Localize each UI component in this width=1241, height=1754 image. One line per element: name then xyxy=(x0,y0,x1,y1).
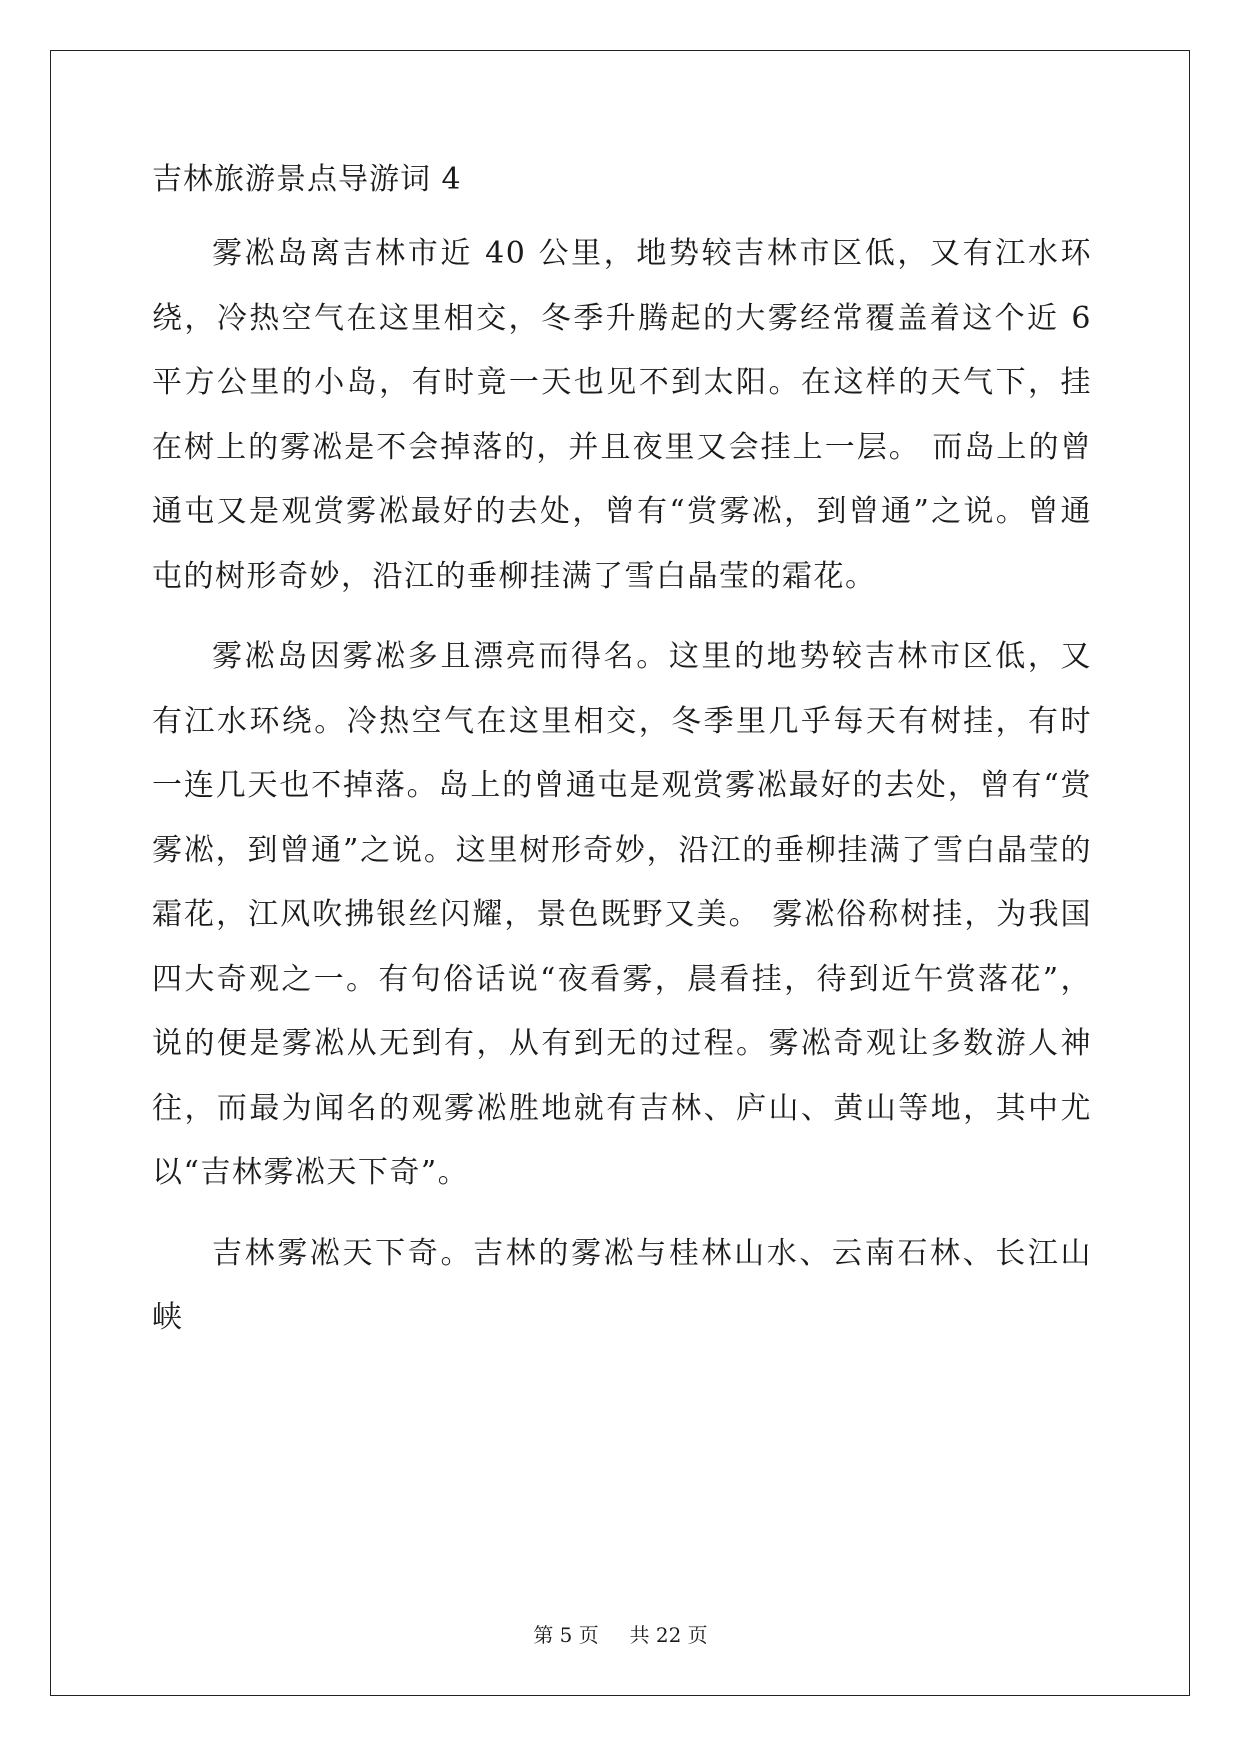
page-number: 第 5 页 xyxy=(533,1623,599,1647)
paragraph: 吉林雾凇天下奇。吉林的雾凇与桂林山水、云南石林、长江山峡 xyxy=(152,1235,1092,1335)
paragraph: 雾凇岛因雾凇多且漂亮而得名。这里的地势较吉林市区低，又有江水环绕。冷热空气在这里相交，冬季里几乎每天有树挂，有时一连几天也不掉落。岛上的曾通屯是观赏雾凇最好的去处，曾有“赏雾凇，到曾通”之说。这里树形奇妙，沿江的垂柳挂满了雪白晶莹的霜花，江风吹拂银丝闪耀，景色既野又美。 雾凇俗称树挂，为我国四大奇观之一。有句俗话说“夜看雾，晨看挂，待到近午赏落花”，说的便是雾凇从无到有，从有到无的过程。雾凇奇观让多数游人神往，而最为闻名的观雾凇胜地就有吉林、庐山、黄山等地，其中尤以“吉林雾凇天下奇”。 xyxy=(152,639,1092,1190)
document-body xyxy=(152,160,1092,1367)
document-title: 吉林旅游景点导游词 4 xyxy=(152,162,462,197)
page-footer xyxy=(0,1622,1241,1648)
paragraph: 雾凇岛离吉林市近 40 公里，地势较吉林市区低，又有江水环绕，冷热空气在这里相交，冬季升腾起的大雾经常覆盖着这个近 6 平方公里的小岛，有时竟一天也见不到太阳。在这样的天气下，挂在树上的雾凇是不会掉落的，并且夜里又会挂上一层。 而岛上的曾通屯又是观赏雾凇最好的去处，曾有“赏雾凇，到曾通”之说。曾通屯的树形奇妙，沿江的垂柳挂满了雪白晶莹的霜花。 xyxy=(152,236,1092,594)
page-total: 共 22 页 xyxy=(629,1623,708,1647)
